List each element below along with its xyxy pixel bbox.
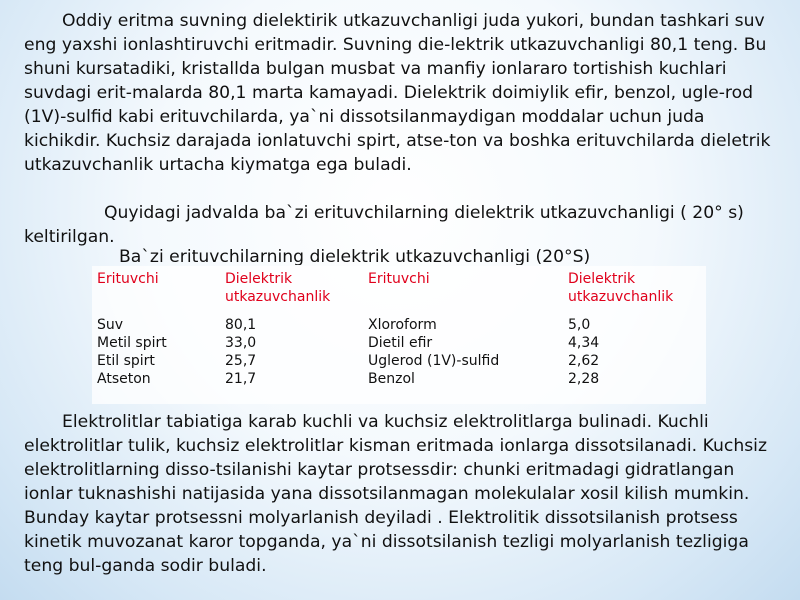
header-solvent-1: Erituvchi (97, 271, 159, 287)
table-cell: Metil spirt (97, 335, 167, 351)
table-cell: 33,0 (225, 335, 257, 351)
table-cell: Benzol (368, 371, 415, 387)
table-cell: Xloroform (368, 317, 437, 333)
header-dielectric-2-line2: utkazuvchanlik (568, 289, 674, 305)
table-cell: 2,62 (568, 353, 600, 369)
table-cell: Atseton (97, 371, 151, 387)
table-cell: 21,7 (225, 371, 257, 387)
table-caption: Ba`zi erituvchilarning dielektrik utkazuvchanligi (20°S) (119, 247, 591, 265)
table-cell: 25,7 (225, 353, 257, 369)
table-cell: Suv (97, 317, 124, 333)
paragraph-intro: Oddiy eritma suvning dielektirik utkazuvchanligi juda yukori, bundan tashkari suv eng yaxshi ionlashtiruvchi eritmadir. Suvning die-lektrik utkazuvchanligi 80,1 teng. Bu shuni kursatadiki, kristallda bulgan musbat va manfiy ionlararo tortishish kuchlari suvdagi erit-malarda 80,1 marta kamayadi. Dielektrik doimiylik efir, benzol, ugle-rod (1V)-sulfid kabi erituvchilarda, ya`ni dissotsilanmaydigan moddalar uchun juda kichikdir. Kuchsiz darajada ionlatuvchi spirt, atse-ton va boshka erituvchilarda dieletrik utkazuvchanlik urtacha kiymatga ega buladi. (24, 11, 771, 175)
table-cell: 80,1 (225, 317, 257, 333)
table-cell: 5,0 (568, 317, 591, 333)
table-cell: Uglerod (1V)-sulfid (368, 353, 500, 369)
table-cell: 2,28 (568, 371, 600, 387)
table-cell: Etil spirt (97, 353, 155, 369)
table-cell: 4,34 (568, 335, 600, 351)
header-dielectric-2-line1: Dielektrik (568, 271, 636, 287)
table-cell: Dietil efir (368, 335, 433, 351)
dielectric-table (92, 266, 706, 404)
header-dielectric-1-line1: Dielektrik (225, 271, 293, 287)
header-dielectric-1-line2: utkazuvchanlik (225, 289, 331, 305)
paragraph-electrolytes: Elektrolitlar tabiatiga karab kuchli va kuchsiz elektrolitlarga bulinadi. Kuchli elektrolitlar tulik, kuchsiz elektrolitlar kisman eritmada ionlarga dissotsilanadi. Kuchsiz elektrolitlarning disso-tsilanishi kaytar protsessdir: chunki eritmadagi gidratlangan ionlar tuknashishi natijasida yana dissotsilanmagan molekulalar xosil kilish mumkin. Bunday kaytar protsessni molyarlanish deyiladi . Elektrolitik dissotsilanish protsess kinetik muvozanat karor topganda, ya`ni dissotsilanish tezligi molyarlanish tezligiga teng bul-ganda sodir buladi. (24, 412, 767, 576)
paragraph-table-intro: Quyidagi jadvalda ba`zi erituvchilarning dielektrik utkazuvchanligi ( 20° s) keltirilgan. (24, 203, 744, 247)
header-solvent-2: Erituvchi (368, 271, 430, 287)
